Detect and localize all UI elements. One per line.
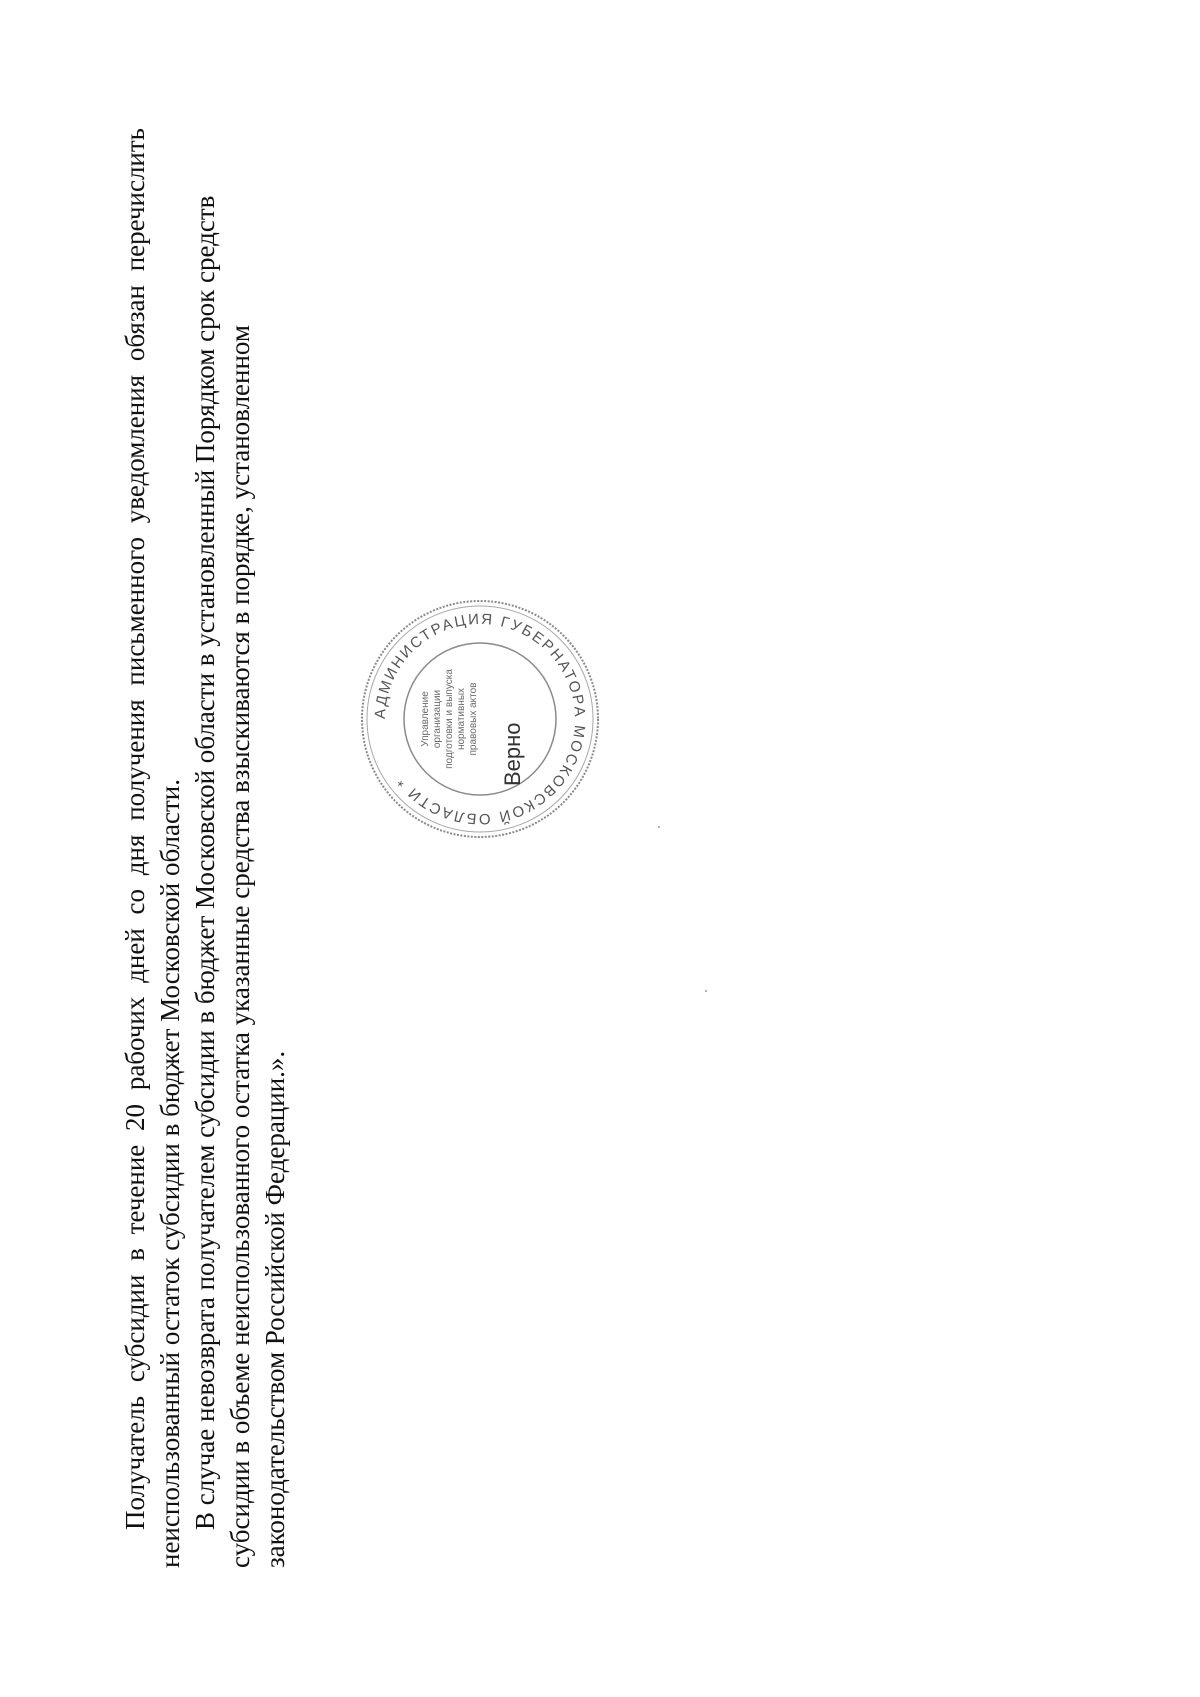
paragraph-repayment-obligation: Получатель субсидии в течение 20 рабочих дней со дня получения письменного уведомления обязан перечислить неиспользованный остаток субсидии в бюджет Московской области.	[120, 128, 185, 1568]
seal-inner-line: подготовки и выпуска	[444, 669, 455, 769]
official-seal	[355, 594, 605, 844]
seal-verno-mark: Верно	[500, 722, 525, 786]
document-body	[118, 128, 318, 1568]
seal-center	[420, 644, 540, 794]
seal-inner-line: Управление	[420, 691, 431, 747]
seal-inner-line: нормативных	[456, 687, 467, 751]
seal-inner-line: правовых актов	[468, 682, 479, 756]
scan-speck	[705, 990, 707, 992]
seal-inner-line: организации	[432, 689, 443, 749]
scan-speck	[658, 826, 660, 828]
paragraph-recovery-procedure: В случае невозврата получателем субсидии в бюджет Московской области в установленный Порядком срок средств субсидии в объеме неиспользованного остатка указанные средства взыскиваются в порядке, установленном законодательством Российской Федерации.».	[190, 195, 290, 1568]
seal-ring-text: АДМИНИСТРАЦИЯ ГУБЕРНАТОРА МОСКОВСКОЙ ОБЛАСТИ *	[371, 610, 589, 828]
